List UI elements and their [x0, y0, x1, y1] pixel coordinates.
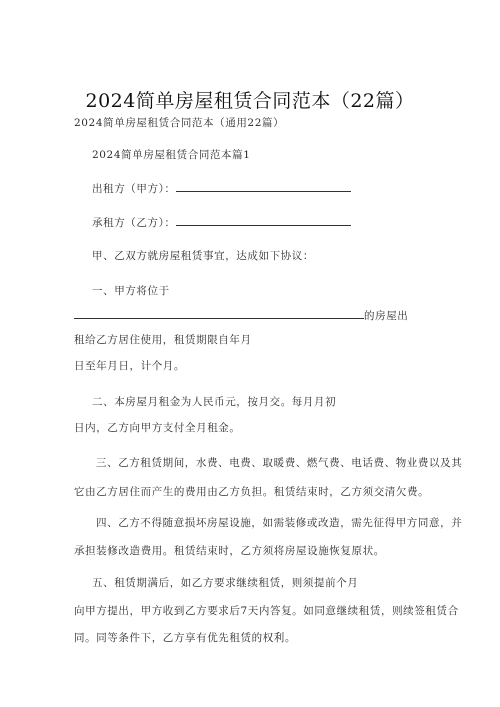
- lessee-line: [92, 215, 351, 230]
- section-heading: 2024简单房屋租赁合同范本篇1: [92, 149, 251, 161]
- lessor-blank: [176, 181, 351, 192]
- clause-3-line-1: 三、乙方租赁期间，水费、电费、取暖费、燃气费、电话费、物业费以及其: [96, 457, 463, 469]
- clause-3-line-2: 它由乙方居住而产生的费用由乙方负担。租赁结束时，乙方须交清欠费。: [74, 486, 430, 498]
- clause-4-line-2: 承担装修改造费用。租赁结束时，乙方须将房屋设施恢复原状。: [74, 545, 385, 557]
- address-blank: [74, 308, 364, 319]
- clause-1-line-3: 租给乙方居住使用，租赁期限自年月: [74, 334, 252, 346]
- clause-1-line-1: 一、甲方将位于: [92, 285, 170, 297]
- lessor-line: [92, 181, 351, 196]
- clause-1-line-2: [74, 308, 408, 323]
- clause-1-suffix: 的房屋出: [364, 310, 409, 322]
- clause-5-line-3: 同。同等条件下，乙方享有优先租赁的权利。: [74, 632, 296, 644]
- intro-text: 甲、乙双方就房屋租赁事宜，达成如下协议：: [92, 250, 314, 262]
- lessee-blank: [176, 215, 351, 226]
- lessor-label: 出租方（甲方）：: [92, 183, 176, 195]
- document-title: 2024简单房屋租赁合同范本（22篇）: [85, 90, 415, 112]
- clause-5-line-2: 向甲方提出，甲方收到乙方要求后7天内答复。如同意继续租赁，则续签租赁合: [74, 605, 459, 617]
- clause-1-line-4: 日至年月日，计个月。: [74, 360, 185, 372]
- document-subtitle: 2024简单房屋租赁合同范本（通用22篇）: [74, 117, 285, 129]
- clause-5-line-1: 五、租赁期满后，如乙方要求继续租赁，则须提前个月: [92, 577, 359, 589]
- clause-2-line-2: 日内，乙方向甲方支付全月租金。: [74, 422, 241, 434]
- clause-4-line-1: 四、乙方不得随意损坏房屋设施，如需装修或改造，需先征得甲方同意，并: [96, 517, 463, 529]
- clause-2-line-1: 二、本房屋月租金为人民币元，按月交。每月月初: [92, 396, 337, 408]
- lessee-label: 承租方（乙方）：: [92, 217, 176, 229]
